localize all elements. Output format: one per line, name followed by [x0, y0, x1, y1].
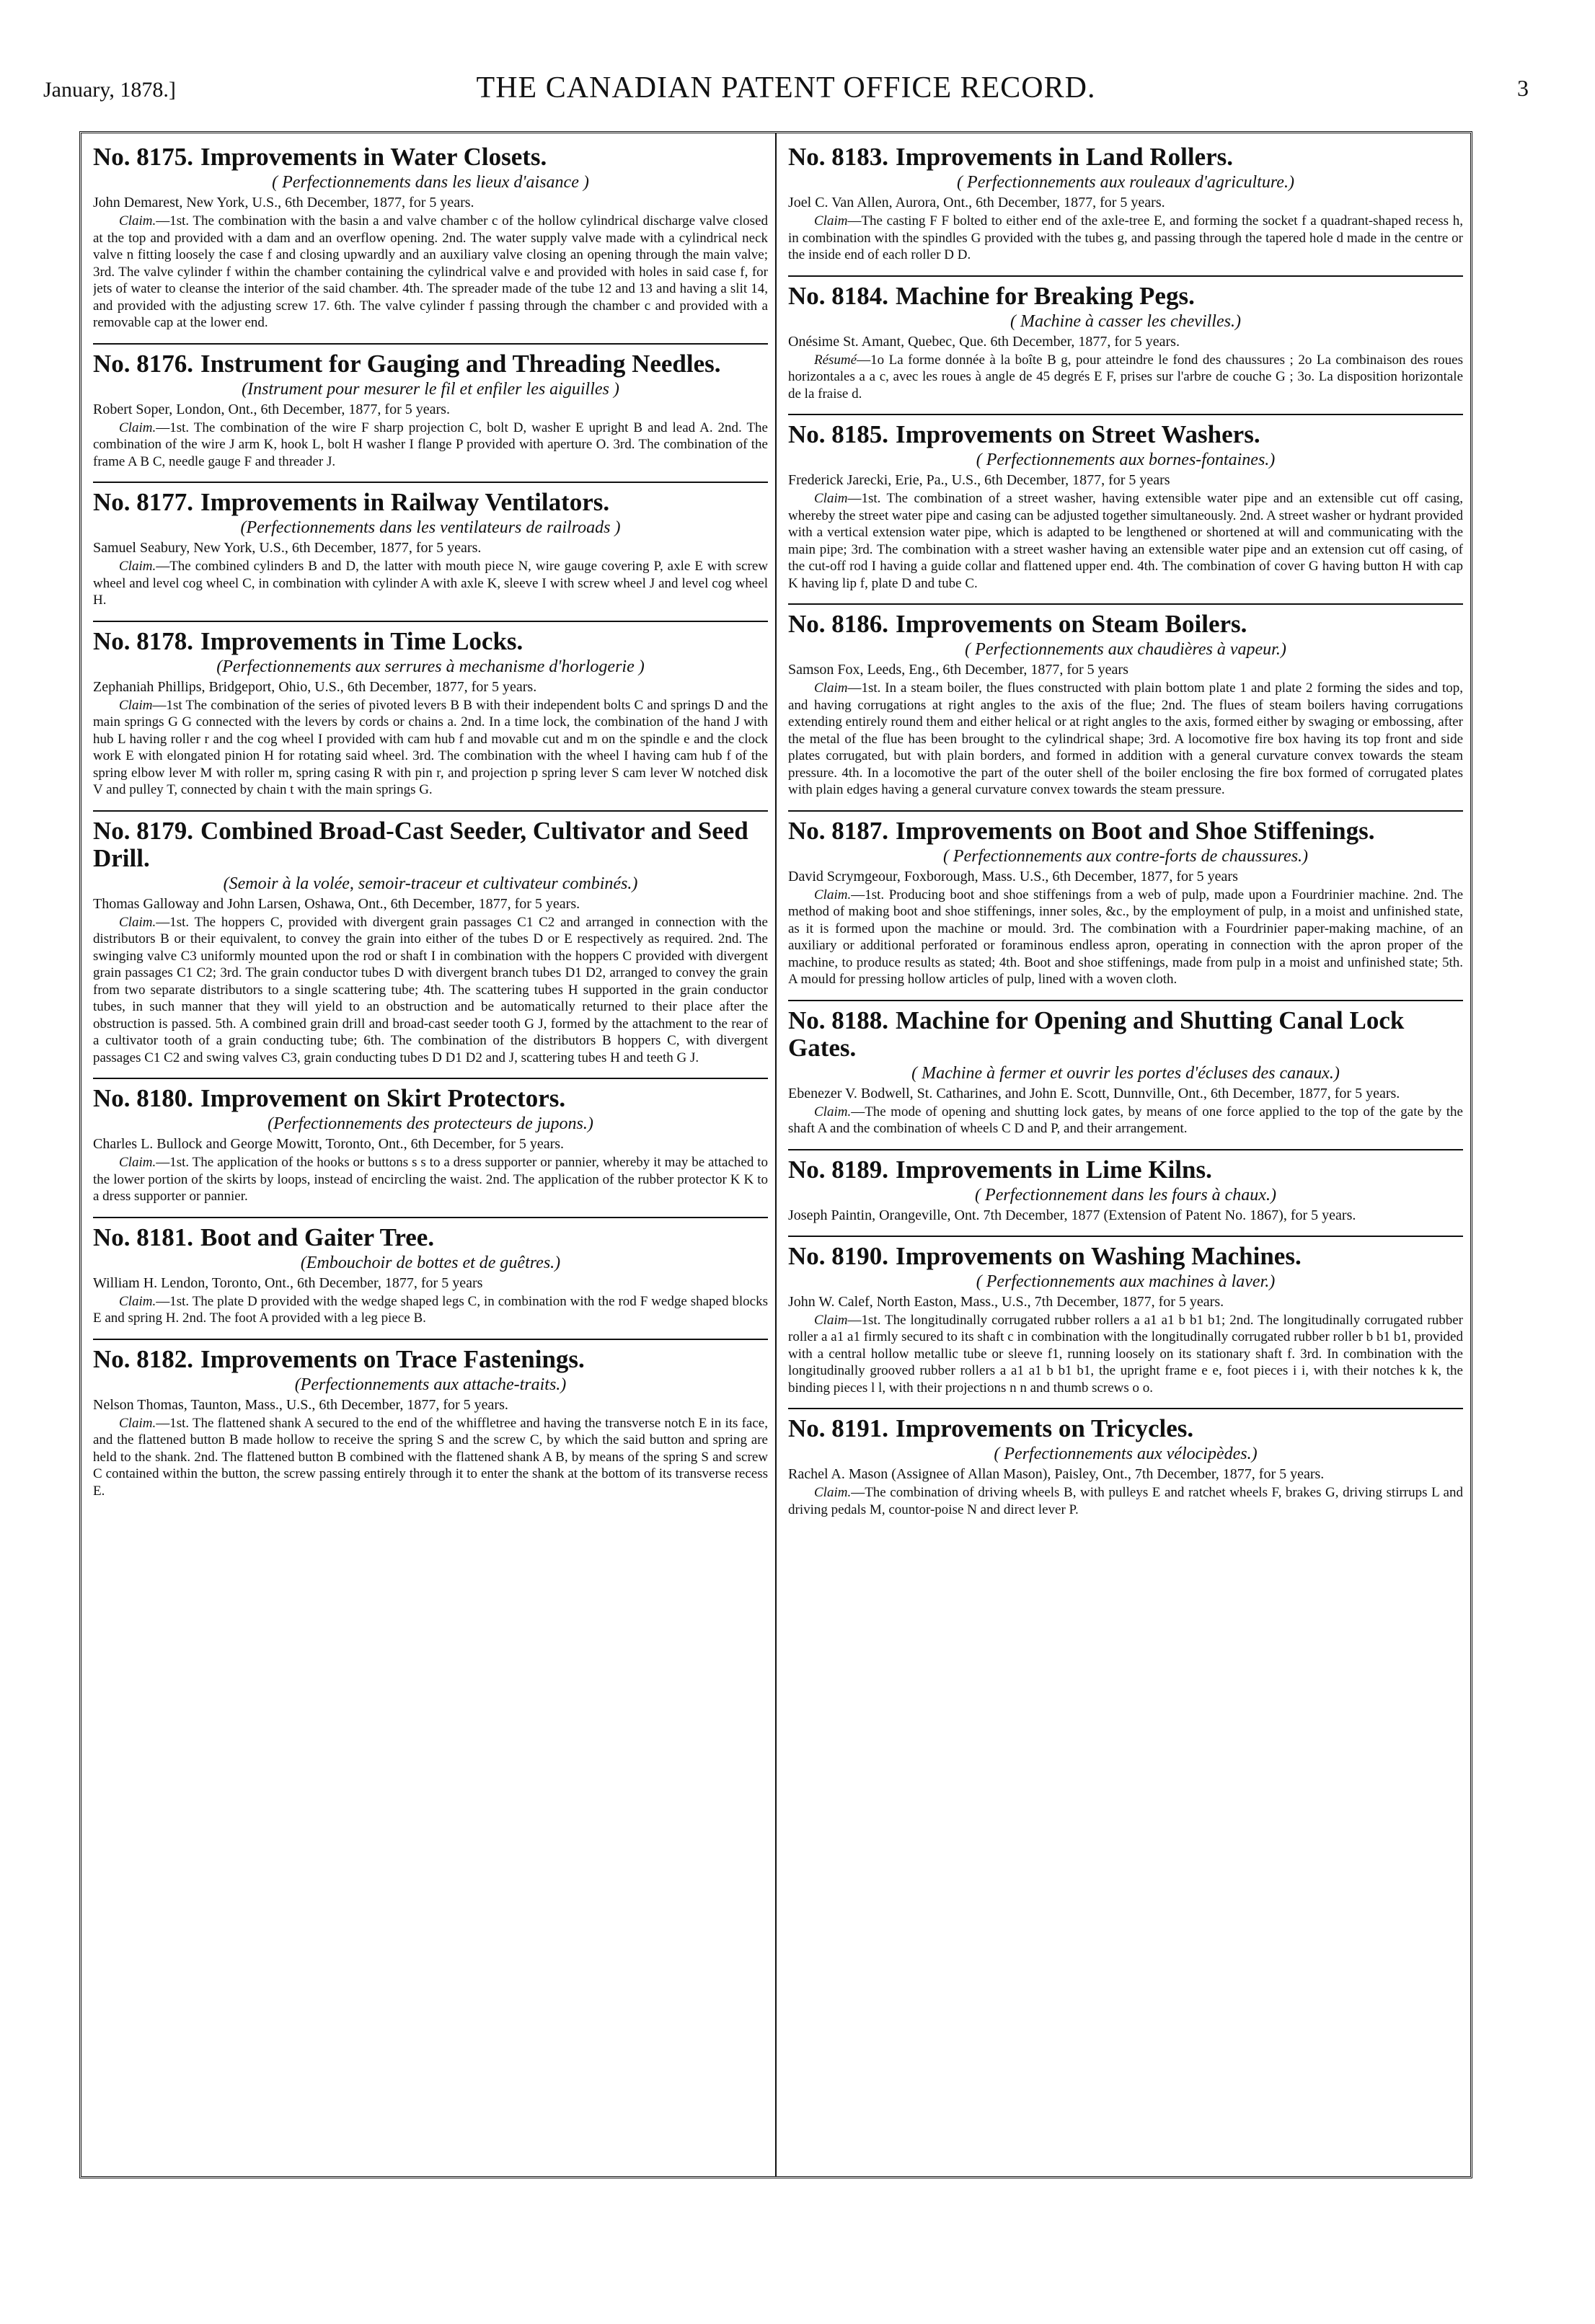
claim-text [93, 1154, 768, 1205]
patent-title: Combined Broad-Cast Seeder, Cultivator and Seed Drill. [93, 816, 748, 872]
entry-separator [788, 275, 1463, 277]
inventor-line: Joseph Paintin, Orangeville, Ont. 7th December, 1877 (Extension of Patent No. 1867), for 5 years. [788, 1207, 1356, 1223]
patent-entry [788, 1415, 1463, 1518]
claim-text [93, 213, 768, 332]
entry-separator [788, 1149, 1463, 1150]
column-divider [775, 133, 777, 2176]
patent-entry [788, 1007, 1463, 1137]
patent-number: No. 8189. [788, 1155, 889, 1184]
patent-heading [93, 1224, 768, 1251]
patent-title: Improvements on Washing Machines. [896, 1241, 1302, 1270]
patent-heading [788, 1415, 1463, 1442]
patent-heading [93, 143, 768, 171]
inventor-line: John W. Calef, North Easton, Mass., U.S., 7th December, 1877, for 5 years. [788, 1293, 1224, 1310]
patent-entry [93, 1224, 768, 1327]
claim-body: —1st. The flattened shank A secured to the end of the whiffletree and having the transverse notch E in its face, and the flattened button B made hollow to receive the spring S and the screw C, by which the said button and spring are held to the shank. 2nd. The flattened button B combined with the flattened shank A B, by means of the spring S and screw C contained within the button, the screw passing entirely through it to enter the shank at the bottom of its transverse recess E. [93, 1415, 768, 1499]
claim-label: Claim [814, 213, 848, 229]
claim-body: —1o La forme donnée à la boîte B g, pour atteindre le fond des chaussures ; 2o La combinaison des roues horizontales a a c, avec les roues à angle de 45 degrés E F, prises sur l'arbre de couche G ; 3o. La disposition horizontale de la fraise d. [788, 352, 1463, 402]
patent-heading [93, 1085, 768, 1112]
french-title: (Perfectionnements dans les ventilateurs de railroads ) [240, 518, 621, 537]
patent-number: No. 8179. [93, 816, 194, 845]
patent-entry [93, 350, 768, 471]
entry-separator [93, 343, 768, 345]
french-title: ( Perfectionnements aux machines à laver.) [976, 1272, 1276, 1291]
claim-label: Résumé [814, 352, 857, 368]
claim-text [93, 914, 768, 1067]
claim-label: Claim. [119, 914, 156, 930]
patent-heading [788, 611, 1463, 638]
inventor-line: Nelson Thomas, Taunton, Mass., U.S., 6th December, 1877, for 5 years. [93, 1396, 508, 1413]
french-title: ( Machine à fermer et ouvrir les portes d'écluses des canaux.) [911, 1063, 1340, 1083]
patent-title: Improvements on Boot and Shoe Stiffenings. [896, 816, 1375, 845]
entry-separator [93, 1339, 768, 1340]
patent-entry [93, 489, 768, 609]
claim-label: Claim. [119, 1415, 156, 1431]
patent-number: No. 8180. [93, 1084, 194, 1112]
patent-title: Improvements on Trace Fastenings. [200, 1344, 585, 1373]
french-title: ( Machine à casser les chevilles.) [1010, 311, 1241, 331]
patent-number: No. 8187. [788, 816, 889, 845]
running-head [43, 71, 1529, 114]
entry-separator [93, 1217, 768, 1218]
french-title: (Instrument pour mesurer le fil et enfiler les aiguilles ) [242, 379, 619, 399]
claim-text [93, 697, 768, 799]
patent-number: No. 8184. [788, 281, 889, 310]
french-title: ( Perfectionnements aux rouleaux d'agriculture.) [957, 173, 1294, 192]
inventor-line: Thomas Galloway and John Larsen, Oshawa, Ont., 6th December, 1877, for 5 years. [93, 895, 580, 912]
patent-number: No. 8191. [788, 1414, 889, 1442]
patent-entry [93, 628, 768, 799]
inventor-line: John Demarest, New York, U.S., 6th December, 1877, for 5 years. [93, 195, 474, 210]
patent-entry [93, 143, 768, 332]
claim-text [788, 352, 1463, 403]
claim-body: —1st. The plate D provided with the wedge shaped legs C, in combination with the rod F wedge shaped blocks E and spring H. 2nd. The foot A provided with a leg piece B. [93, 1293, 768, 1326]
patent-heading [788, 817, 1463, 845]
patent-title: Improvements on Street Washers. [896, 420, 1260, 448]
patent-heading [788, 1243, 1463, 1270]
entry-separator [788, 1408, 1463, 1409]
entry-separator [788, 1000, 1463, 1001]
patent-heading [788, 283, 1463, 310]
claim-label: Claim. [119, 559, 156, 574]
patent-title: Instrument for Gauging and Threading Needles. [200, 349, 721, 378]
patent-title: Improvements on Tricycles. [896, 1414, 1194, 1442]
claim-text [93, 1293, 768, 1327]
patent-number: No. 8185. [788, 420, 889, 448]
claim-label: Claim. [814, 1485, 852, 1500]
patent-heading [93, 817, 768, 872]
claim-body: —1st. The combination with the basin a and valve chamber c of the hollow cylindrical discharge valve closed at the top and provided with a dam and an overflow opening. 2nd. The water supply valve made with a cylindrical neck valve n fitting loosely the case f and closing upwardly and an auxiliary valve closing an opening through the main valve; 3rd. The valve cylinder f within the chamber containing the cylindrical valve e and provided with holes in said case f, for jets of water to cleanse the interior of the said chamber. 4th. The spreader made of the tube 12 and 13 and having a slit 14, and provided with the adjusting screw 17. 6th. The valve cylinder f passing through the chamber c and provided with a removable cap at the lower end. [93, 213, 768, 330]
patent-entry [788, 611, 1463, 799]
page-frame [79, 131, 1472, 2178]
claim-label: Claim [814, 680, 848, 696]
left-column [93, 143, 768, 2166]
patent-entry [788, 817, 1463, 988]
patent-heading [93, 1346, 768, 1373]
patent-title: Improvements in Land Rollers. [896, 143, 1234, 171]
patent-entry [93, 1346, 768, 1500]
patent-number: No. 8186. [788, 610, 889, 638]
patent-title: Improvements in Railway Ventilators. [200, 488, 610, 516]
entry-separator [93, 810, 768, 812]
claim-label: Claim [814, 1312, 848, 1328]
entry-separator [788, 414, 1463, 415]
inventor-line: Robert Soper, London, Ont., 6th December, 1877, for 5 years. [93, 401, 450, 417]
patent-number: No. 8181. [93, 1223, 194, 1251]
claim-text [788, 1104, 1463, 1137]
patent-title: Improvements in Lime Kilns. [896, 1155, 1212, 1184]
right-column [788, 143, 1463, 2166]
patent-entry [788, 143, 1463, 264]
patent-entry [788, 421, 1463, 592]
french-title: ( Perfectionnements aux bornes-fontaines.) [976, 451, 1276, 469]
patent-entry [788, 1156, 1463, 1224]
patent-number: No. 8175. [93, 143, 194, 171]
inventor-line: Joel C. Van Allen, Aurora, Ont., 6th December, 1877, for 5 years. [788, 195, 1165, 210]
inventor-line: Frederick Jarecki, Erie, Pa., U.S., 6th December, 1877, for 5 years [788, 472, 1170, 488]
patent-heading [93, 489, 768, 516]
french-title: (Perfectionnements aux serrures à mechanisme d'horlogerie ) [216, 657, 645, 676]
patent-entry [788, 283, 1463, 403]
inventor-line: David Scrymgeour, Foxborough, Mass. U.S., 6th December, 1877, for 5 years [788, 868, 1238, 884]
french-title: ( Perfectionnements aux chaudières à vapeur.) [965, 640, 1286, 659]
french-title: ( Perfectionnement dans les fours à chaux.) [975, 1185, 1276, 1205]
inventor-line: Ebenezer V. Bodwell, St. Catharines, and John E. Scott, Dunnville, Ont., 6th December, 1877, for 5 years. [788, 1085, 1400, 1101]
claim-text [93, 558, 768, 609]
patent-number: No. 8188. [788, 1006, 889, 1034]
french-title: ( Perfectionnements aux contre-forts de chaussures.) [942, 846, 1309, 866]
entry-separator [93, 482, 768, 483]
claim-label: Claim [814, 491, 848, 506]
claim-text [93, 420, 768, 471]
claim-label: Claim. [814, 887, 852, 902]
inventor-line: Rachel A. Mason (Assignee of Allan Mason), Paisley, Ont., 7th December, 1877, for 5 years. [788, 1466, 1325, 1482]
inventor-line: Samuel Seabury, New York, U.S., 6th December, 1877, for 5 years. [93, 540, 482, 556]
patent-title: Improvements in Water Closets. [200, 143, 547, 171]
french-title: (Embouchoir de bottes et de guêtres.) [300, 1253, 561, 1272]
patent-title: Improvements on Steam Boilers. [896, 610, 1247, 638]
issue-date: January, 1878.] [43, 78, 176, 102]
claim-body: —The combined cylinders B and D, the latter with mouth piece N, wire gauge covering P, axle E with screw wheel and level cog wheel C, in combination with cylinder A with axle K, sleeve I with screw wheel J and level cog wheel H. [93, 559, 768, 608]
claim-body: —1st. The combination of the wire F sharp projection C, bolt D, washer E upright B and lead A. 2nd. The combination of the wire J arm K, hook L, bolt H washer I flange P provided with aperture O. 3rd. The combination of the frame A B C, needle gauge F and threader J. [93, 420, 768, 469]
patent-entry [788, 1243, 1463, 1397]
claim-text [788, 1312, 1463, 1397]
patent-title: Machine for Breaking Pegs. [896, 281, 1195, 310]
claim-body: —1st. Producing boot and shoe stiffenings from a web of pulp, made upon a Fourdrinier machine. 2nd. The method of making boot and shoe stiffenings, inner soles, &c., by the employment of pulp, in a moist and unfinished state, as it is formed upon the machine or mould. 3rd. The combination with a Fourdrinier paper-making machine, of an auxiliary or additional perforated or foraminous endless apron, operating in connection with the apron proper of the machine, to produce results as stated; 4th. Boot and shoe stiffenings, made from pulp in a moist and unfinished state; 5th. A mould for pressing hollow articles of pulp, lined with a woven cloth. [788, 887, 1463, 987]
patent-number: No. 8183. [788, 143, 889, 171]
patent-title: Machine for Opening and Shutting Canal Lock Gates. [788, 1006, 1405, 1062]
claim-body: —The combination of driving wheels B, with pulleys E and ratchet wheels F, brakes G, driving stirrups L and driving pedals M, countor-poise N and direct lever P. [788, 1485, 1463, 1517]
french-title: (Semoir à la volée, semoir-traceur et cultivateur combinés.) [223, 874, 638, 893]
patent-heading [788, 1156, 1463, 1184]
inventor-line: Onésime St. Amant, Quebec, Que. 6th December, 1877, for 5 years. [788, 333, 1180, 350]
patent-number: No. 8177. [93, 488, 194, 516]
entry-separator [93, 1078, 768, 1079]
patent-title: Improvement on Skirt Protectors. [200, 1084, 566, 1112]
claim-label: Claim. [119, 420, 156, 435]
claim-body: —1st. In a steam boiler, the flues constructed with plain bottom plate 1 and plate 2 forming the sides and top, and having corrugations at right angles to the axis of the flue; 2nd. The flues of steam boilers having corrugations extending entirely round them and either helical or at right angles to the axis, formed either by swaging or embossing, after the metal of the flue has been brought to the cylindrical shape; 3rd. A locomotive fire box having its top front and side plates corrugated, but with plain borders, and formed in addition with a general curvature convex towards the steam pressure. 4th. In a locomotive the part of the outer shell of the boiler enclosing the fire box formed of corrugated plates with plain edges having a general curvature convex towards the steam pressure. [788, 680, 1463, 797]
claim-body: —1st The combination of the series of pivoted levers B B with their independent bolts C and springs D and the main springs G G connected with the levers by cords or chains a. 2nd. In a time lock, the combination of the hand J with hub L having roller r and the cog wheel I provided with cam hub f and movable cut and m on the spindle e and the clock work E with elongated pinion H for rotating said wheel. 3rd. The combination with the wheel I having cam hub f of the spring elbow lever M with roller m, spring casing R with pin r, and projection p spring lever S cam lever W notched disk V and pulley T, connected by chain t with the main springs G. [93, 697, 768, 797]
page-number: 3 [1517, 75, 1529, 101]
claim-body: —1st. The longitudinally corrugated rubber rollers a a1 a1 b b1 b1; 2nd. The longitudinally corrugated rubber roller a a1 a1 firmly secured to its shaft c in combination with the longitudinally corrugated rubber roller b b1 b1, provided with a central hollow metallic tube or sleeve f1, running loosely on its stationary shaft f. 3rd. In combination with the longitudinally grooved rubber rollers a a1 a1 b b1 b1, the upright frame e e, foot pieces i i, with their notches k k, the binding pieces l l, with their projections n n and thumb screws o o. [788, 1312, 1463, 1396]
patent-heading [93, 628, 768, 655]
claim-body: —The mode of opening and shutting lock gates, by means of one force applied to the top of the gate by the shaft A and the combination of wheels C D and P, and their arrangement. [788, 1104, 1463, 1136]
patent-heading [788, 421, 1463, 448]
french-title: ( Perfectionnements dans les lieux d'aisance ) [272, 173, 589, 192]
patent-entry [93, 1085, 768, 1205]
patent-number: No. 8190. [788, 1241, 889, 1270]
claim-text [788, 887, 1463, 988]
patent-heading [93, 350, 768, 378]
french-title: ( Perfectionnements aux vélocipèdes.) [994, 1445, 1258, 1463]
claim-text [788, 490, 1463, 592]
claim-body: —The casting F F bolted to either end of the axle-tree E, and forming the socket f a quadrant-shaped recess h, in combination with the spindles G provided with the tubes g, and passing through the tapered hole d made in the centre or the inside end of each roller D D. [788, 213, 1463, 262]
claim-body: —1st. The application of the hooks or buttons s s to a dress supporter or pannier, whereby it may be attached to the lower portion of the skirts by loops, instead of encircling the waist. 2nd. The application of the rubber protector K K to a dress supporter or pannier. [93, 1155, 768, 1204]
claim-text [788, 680, 1463, 799]
entry-separator [93, 621, 768, 622]
entry-separator [788, 1236, 1463, 1237]
inventor-line: William H. Lendon, Toronto, Ont., 6th December, 1877, for 5 years [93, 1274, 483, 1291]
patent-number: No. 8178. [93, 626, 194, 655]
publication-title: THE CANADIAN PATENT OFFICE RECORD. [476, 71, 1096, 105]
claim-label: Claim [119, 697, 153, 713]
french-title: (Perfectionnements aux attache-traits.) [294, 1375, 567, 1394]
claim-text [788, 1484, 1463, 1518]
french-title: (Perfectionnements des protecteurs de jupons.) [268, 1114, 593, 1133]
claim-text [788, 213, 1463, 264]
entry-separator [788, 603, 1463, 605]
claim-label: Claim. [119, 213, 156, 229]
inventor-line: Samson Fox, Leeds, Eng., 6th December, 1877, for 5 years [788, 662, 1128, 678]
patent-title: Improvements in Time Locks. [200, 626, 523, 655]
inventor-line: Charles L. Bullock and George Mowitt, Toronto, Ont., 6th December, for 5 years. [93, 1136, 565, 1152]
claim-label: Claim. [119, 1155, 156, 1170]
claim-body: —1st. The hoppers C, provided with divergent grain passages C1 C2 and arranged in connection with the distributors B or their equivalent, to convey the grain into either of the tubes D or E respectively as required. 2nd. The swinging valve C3 uniformly mounted upon the rod or shaft I in combination with the hoppers C provided with divergent grain passages C1 C2; 3rd. The grain conductor tubes D with divergent branch tubes D1 D2, arranged to convey the grain from two separate distributors to a single scattering tube; 4th. The scattering tubes H supported in the grain conductor tubes, in such manner that they will yield to an obstruction and be automatically returned to their place after the obstruction is passed. 5th. A combined grain drill and broad-cast seeder tooth G J, formed by the attachment to the rear of a cultivator tooth of a grain conducting tube; 6th. The combination of the distributors B hoppers C, with divergent passages C1 C2 and swing valves C3, grain conducting tubes D D1 D2 and J, scattering tubes H and teeth G J. [93, 914, 768, 1065]
patent-heading [788, 1007, 1463, 1062]
claim-body: —1st. The combination of a street washer, having extensible water pipe and an extensible cut off casing, whereby the street water pipe and casing can be adjusted together simultaneously. 2nd. A street washer or hydrant provided with a vertical extension water pipe, which is adapted to be lengthened or shortened at will and communicating with the main pipe; 3rd. The combination with a street washer having an extensible water pipe and an extension cut off casing, of the cut-off rod I having a guide collar and flattened upper end. 4th. The combination of cover G having button H with cap K having lip f, plate D and tube C. [788, 491, 1463, 591]
patent-number: No. 8176. [93, 349, 194, 378]
patent-entry [93, 817, 768, 1067]
claim-label: Claim. [119, 1293, 156, 1309]
entry-separator [788, 810, 1463, 812]
patent-title: Boot and Gaiter Tree. [200, 1223, 435, 1251]
claim-text [93, 1415, 768, 1500]
inventor-line: Zephaniah Phillips, Bridgeport, Ohio, U.S., 6th December, 1877, for 5 years. [93, 678, 537, 695]
patent-heading [788, 143, 1463, 171]
patent-number: No. 8182. [93, 1344, 194, 1373]
claim-label: Claim. [814, 1104, 852, 1119]
